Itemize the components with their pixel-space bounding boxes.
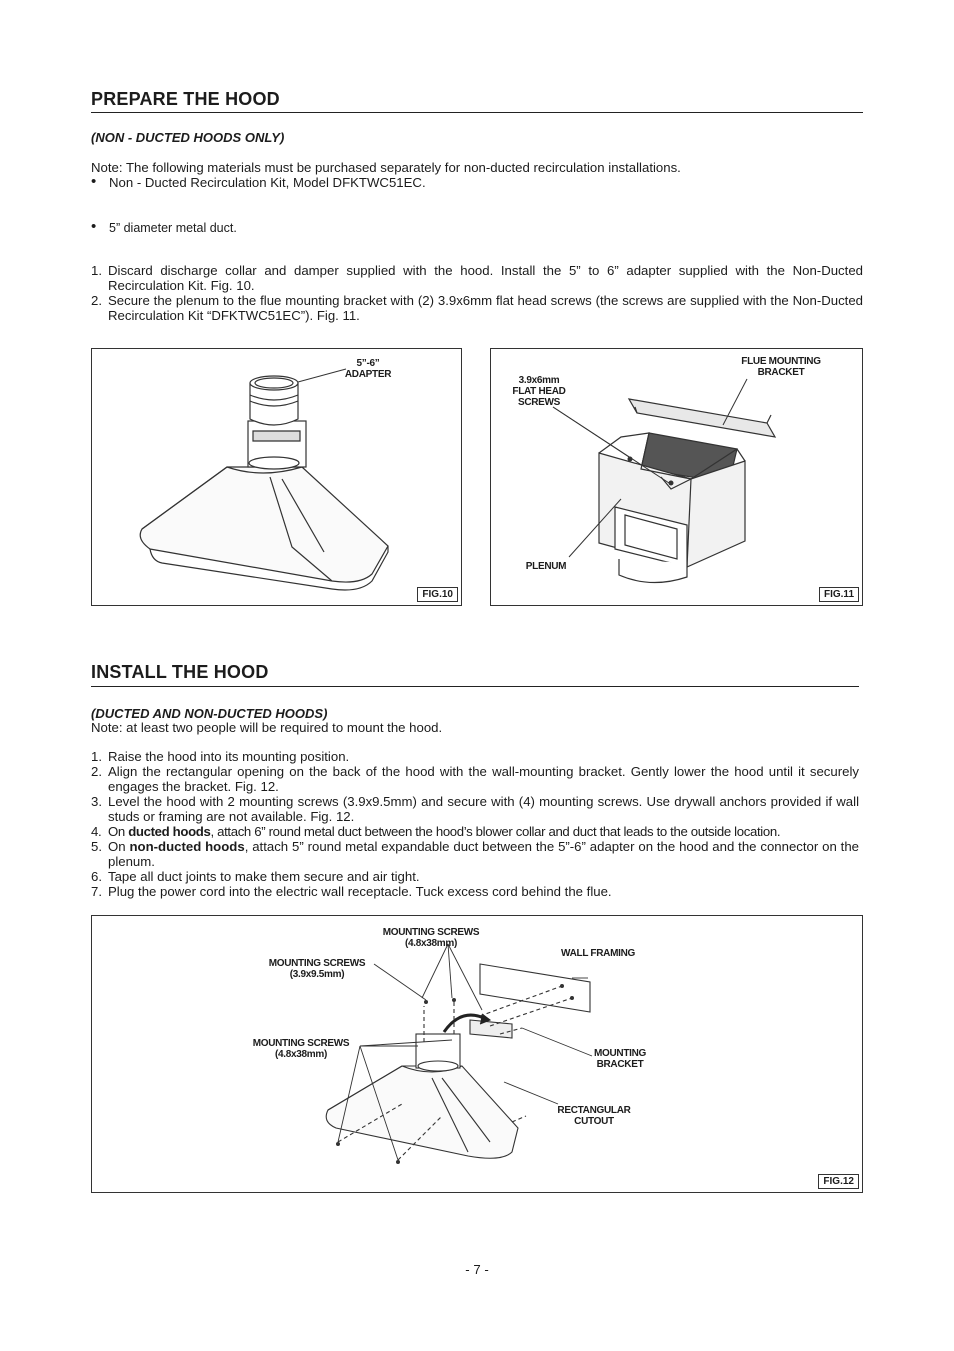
section-divider <box>91 112 863 113</box>
list-item: • Non - Ducted Recirculation Kit, Model DFKTWC51EC. <box>91 173 426 190</box>
list-item: 6. Tape all duct joints to make them secure and air tight. <box>91 869 420 884</box>
page-number: - 7 - <box>465 1262 489 1277</box>
figure-12 <box>91 915 863 1193</box>
section-subtitle-prepare: (NON - DUCTED HOODS ONLY) <box>91 130 285 145</box>
rectangular-cutout-label: RECTANGULAR CUTOUT <box>557 1105 631 1127</box>
mounting-screws-top-label: MOUNTING SCREWS (4.8x38mm) <box>382 927 480 949</box>
list-item: 2. Align the rectangular opening on the back of the hood with the wall-mounting bracket. Gently lower the hood until it securely engages the bracket. Fig. 12. <box>91 764 859 794</box>
figure-number: FIG.11 <box>819 587 859 602</box>
figure-number: FIG.12 <box>818 1174 859 1189</box>
mounting-screws-lower-label: MOUNTING SCREWS (4.8x38mm) <box>252 1038 350 1060</box>
list-item: • 5” diameter metal duct. <box>91 218 237 235</box>
list-item: 1. Discard discharge collar and damper supplied with the hood. Install the 5” to 6” adapter supplied with the Non-Ducted Recirculation Kit. Fig. 10. <box>91 263 863 293</box>
hood-adapter-illustration <box>92 349 463 607</box>
figure-10 <box>91 348 462 606</box>
bullet-icon: • <box>91 218 97 235</box>
section-title-prepare: PREPARE THE HOOD <box>91 89 280 109</box>
section-subtitle-install: (DUCTED AND NON-DUCTED HOODS) <box>91 706 328 721</box>
mounting-screws-left-label: MOUNTING SCREWS (3.9x9.5mm) <box>268 958 366 980</box>
install-steps <box>91 749 859 899</box>
list-item: 7. Plug the power cord into the electric wall receptacle. Tuck excess cord behind the flue. <box>91 884 612 899</box>
list-item: 3. Level the hood with 2 mounting screws (3.9x9.5mm) and secure with (4) mounting screws. Use drywall anchors provided if wall studs or framing are not available. Fig. 12. <box>91 794 859 824</box>
flue-bracket-label: FLUE MOUNTING BRACKET <box>741 356 821 378</box>
plenum-label: PLENUM <box>525 561 567 572</box>
figure-11 <box>490 348 863 606</box>
list-item: 2. Secure the plenum to the flue mounting bracket with (2) 3.9x6mm flat head screws (the screws are supplied with the Non-Ducted Recirculation Kit “DFKTWC51EC”). Fig. 11. <box>91 293 863 323</box>
hood-mounting-illustration <box>92 916 864 1194</box>
figure-number: FIG.10 <box>417 587 458 602</box>
list-item: 5. On non-ducted hoods, attach 5” round metal expandable duct between the 5”-6” adapter on the hood and the connector on the plenum. <box>91 839 860 869</box>
mounting-bracket-label: MOUNTING BRACKET <box>593 1048 647 1070</box>
materials-note: Note: The following materials must be purchased separately for non-ducted recirculation installations. <box>91 160 681 175</box>
bullet-icon: • <box>91 173 97 190</box>
wall-framing-label: WALL FRAMING <box>561 948 635 959</box>
screws-label: 3.9x6mm FLAT HEAD SCREWS <box>512 375 566 408</box>
people-note: Note: at least two people will be required to mount the hood. <box>91 720 443 735</box>
prepare-steps <box>91 263 863 323</box>
section-title-install: INSTALL THE HOOD <box>91 662 269 682</box>
list-item: 4. On ducted hoods, attach 6” round metal duct between the hood’s blower collar and duct that leads to the outside location. <box>91 824 781 839</box>
adapter-label: 5”-6” ADAPTER <box>344 358 392 380</box>
section-divider <box>91 686 859 687</box>
list-item: 1. Raise the hood into its mounting position. <box>91 749 350 764</box>
